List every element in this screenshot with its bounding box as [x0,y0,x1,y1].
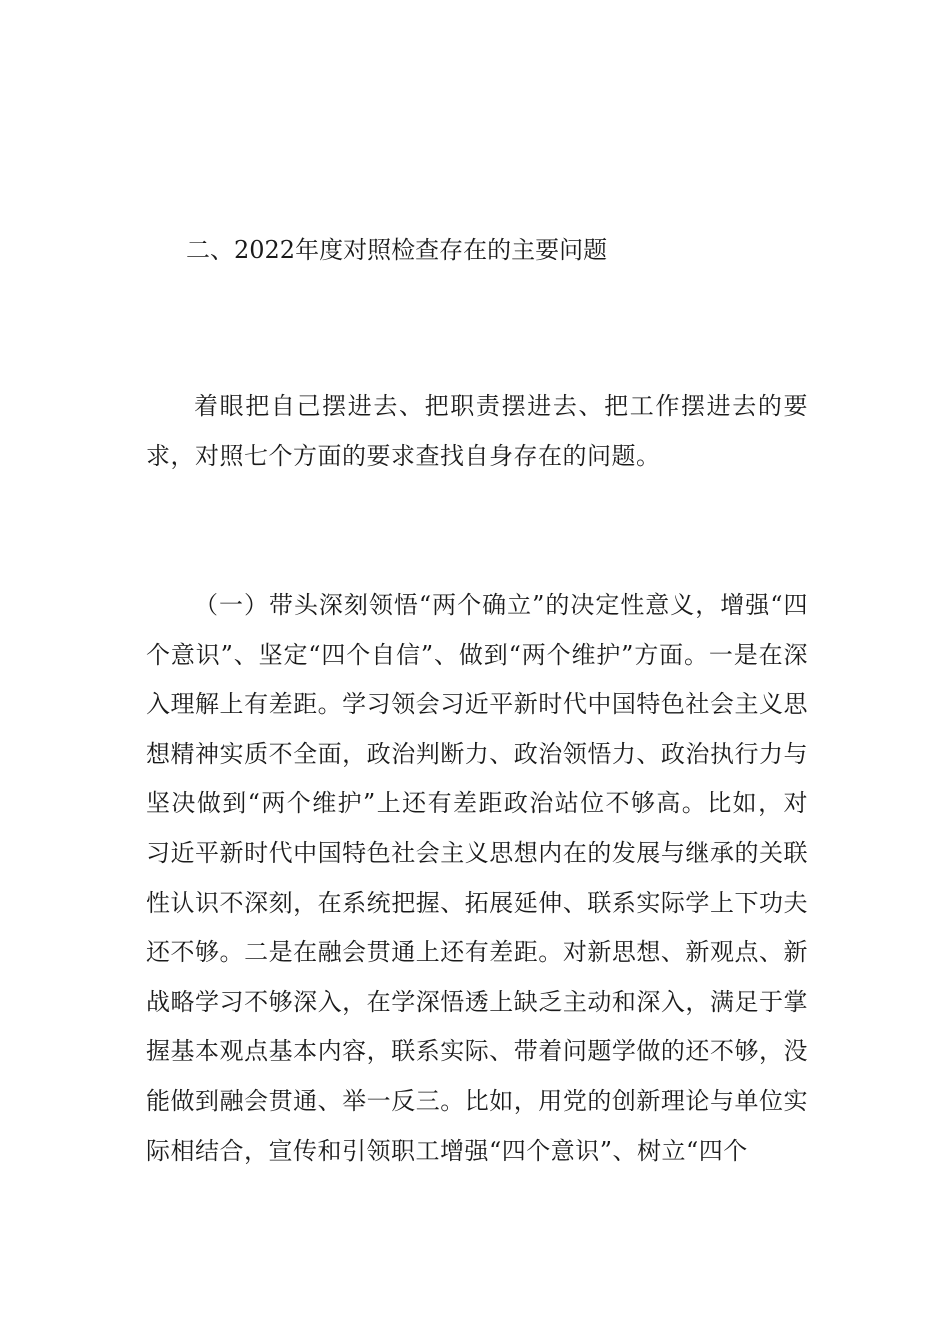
section-heading: 二、2022年度对照检查存在的主要问题 [186,236,608,264]
body-paragraph: （一）带头深刻领悟“两个确立”的决定性意义，增强“四个意识”、坚定“四个自信”、做到“两个维护”方面。一是在深入理解上有差距。学习领会习近平新时代中国特色社会主义思想精神实质不全面，政治判断力、政治领悟力、政治执行力与坚决做到“两个维护”上还有差距政治站位不够高。比如，对习近平新时代中国特色社会主义思想内在的发展与继承的关联性认识不深刻，在系统把握、拓展延伸、联系实际学上下功夫还不够。二是在融会贯通上还有差距。对新思想、新观点、新战略学习不够深入，在学深悟透上缺乏主动和深入，满足于掌握基本观点基本内容，联系实际、带着问题学做的还不够，没能做到融会贯通、举一反三。比如，用党的创新理论与单位实际相结合，宣传和引领职工增强“四个意识”、树立“四个 [146,591,808,1165]
intro-paragraph: 着眼把自己摆进去、把职责摆进去、把工作摆进去的要求，对照七个方面的要求查找自身存在的问题。 [146,392,808,470]
